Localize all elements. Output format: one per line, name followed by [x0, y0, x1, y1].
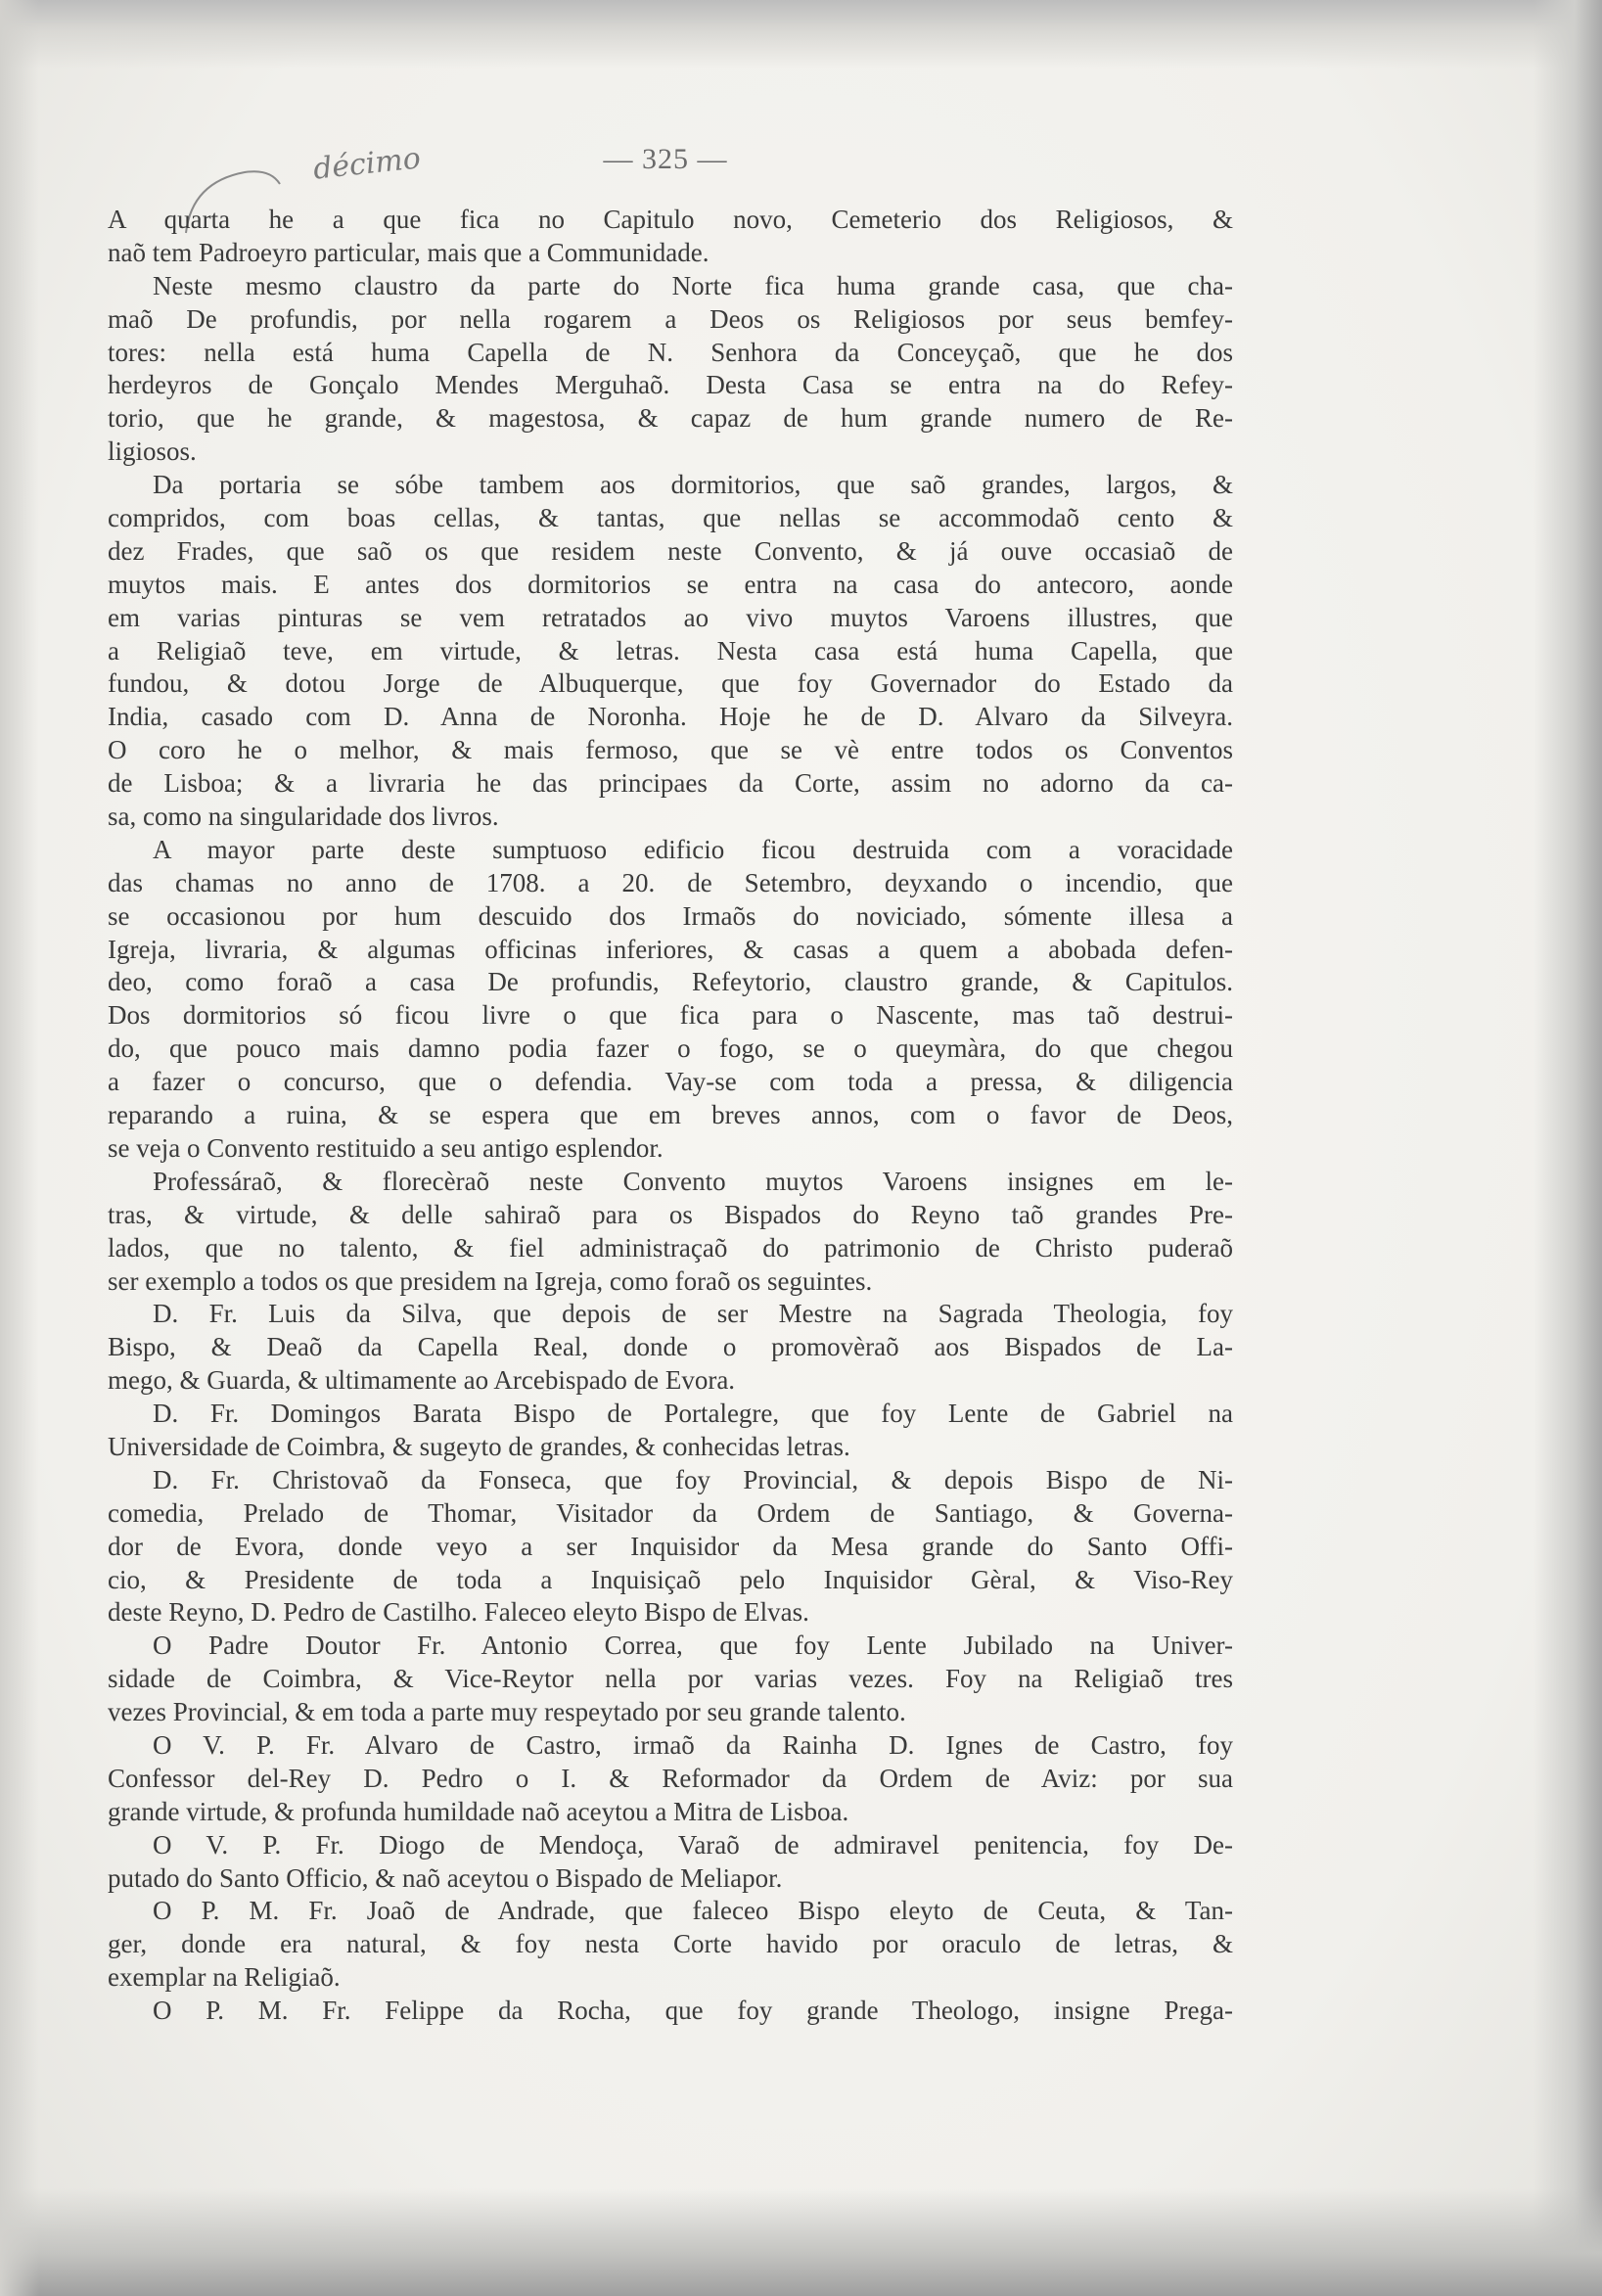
text-line: Confessor del-Rey D. Pedro o I. & Reformador da Ordem de Aviz: por sua [108, 1763, 1233, 1793]
text-line: a Religiaõ teve, em virtude, & letras. Nesta casa está huma Capella, que [108, 635, 1233, 666]
text-line: deo, como foraõ a casa De profundis, Refeytorio, claustro grande, & Capitulos. [108, 967, 1233, 997]
text-line: das chamas no anno de 1708. a 20. de Setembro, deyxando o incendio, que [108, 867, 1233, 897]
text-line: sidade de Coimbra, & Vice-Reytor nella por varias vezes. Foy na Religiaõ tres [108, 1664, 1233, 1694]
text-line: ger, donde era natural, & foy nesta Corte havido por oraculo de letras, & [108, 1929, 1233, 1959]
text-line: muytos mais. E antes dos dormitorios se entra na casa do antecoro, aonde [108, 569, 1233, 599]
text-line: Professáraõ, & florecèraõ neste Convento muytos Varoens insignes em le- [153, 1166, 1233, 1196]
text-line: D. Fr. Christovaõ da Fonseca, que foy Provincial, & depois Bispo de Ni- [153, 1464, 1233, 1494]
text-line: dez Frades, que saõ os que residem neste Convento, & já ouve occasiaõ de [108, 535, 1233, 566]
text-line: torio, que he grande, & magestosa, & capaz de hum grande numero de Re- [108, 403, 1233, 434]
text-line: tras, & virtude, & delle sahiraõ para os Bispados do Reyno taõ grandes Pre- [108, 1199, 1233, 1229]
scan-shadow-left [0, 0, 39, 2296]
text-line: India, casado com D. Anna de Noronha. Hoje he de D. Alvaro da Silveyra. [108, 702, 1233, 732]
text-line: O V. P. Fr. Alvaro de Castro, irmaõ da Rainha D. Ignes de Castro, foy [153, 1729, 1233, 1760]
text-line: A mayor parte deste sumptuoso edificio ficou destruida com a voracidade [153, 834, 1233, 864]
page-number: — 325 — [603, 143, 728, 175]
text-line: ligiosos. [108, 436, 197, 467]
text-line: se veja o Convento restituido a seu antigo esplendor. [108, 1132, 664, 1163]
handwritten-annotation: décimo [311, 141, 423, 187]
text-line: lados, que no talento, & fiel administraçaõ do patrimonio de Christo puderaõ [108, 1232, 1233, 1263]
text-line: se occasionou por hum descuido dos Irmaõs do noviciado, sómente illesa a [108, 900, 1233, 931]
text-line: vezes Provincial, & em toda a parte muy respeytado por seu grande talento. [108, 1697, 906, 1727]
text-line: de Lisboa; & a livraria he das principaes da Corte, assim no adorno da ca- [108, 768, 1233, 799]
body-text [108, 204, 1233, 2028]
text-line: mego, & Guarda, & ultimamente ao Arcebispado de Evora. [108, 1365, 736, 1396]
text-line: cio, & Presidente de toda a Inquisiçaõ pelo Inquisidor Gèral, & Viso-Rey [108, 1564, 1233, 1594]
text-line: deste Reyno, D. Pedro de Castilho. Faleceo eleyto Bispo de Elvas. [108, 1597, 809, 1628]
text-line: sa, como na singularidade dos livros. [108, 802, 499, 832]
text-line: exemplar na Religiaõ. [108, 1962, 341, 1993]
text-line: maõ De profundis, por nella rogarem a Deos os Religiosos por seus bemfey- [108, 303, 1233, 334]
text-line: tores: nella está huma Capella de N. Senhora da Conceyçaõ, que he dos [108, 337, 1233, 367]
text-line: em varias pinturas se vem retratados ao vivo muytos Varoens illustres, que [108, 602, 1233, 632]
text-line: O Padre Doutor Fr. Antonio Correa, que foy Lente Jubilado na Univer- [153, 1630, 1233, 1661]
text-line: A quarta he a que fica no Capitulo novo, Cemeterio dos Religiosos, & [108, 205, 1233, 234]
text-line: dor de Evora, donde veyo a ser Inquisidor da Mesa grande do Santo Offi- [108, 1531, 1233, 1561]
text-line: D. Fr. Luis da Silva, que depois de ser Mestre na Sagrada Theologia, foy [153, 1299, 1233, 1329]
text-line: O coro he o melhor, & mais fermoso, que se vè entre todos os Conventos [108, 735, 1233, 765]
text-line: grande virtude, & profunda humildade naõ aceytou a Mitra de Lisboa. [108, 1796, 849, 1826]
text-line: D. Fr. Domingos Barata Bispo de Portalegre, que foy Lente de Gabriel na [153, 1399, 1233, 1429]
text-line: O V. P. Fr. Diogo de Mendoça, Varaõ de admiravel penitencia, foy De- [153, 1829, 1233, 1860]
text-line: naõ tem Padroeyro particular, mais que a Communidade. [108, 237, 709, 267]
text-line: herdeyros de Gonçalo Mendes Merguhaõ. Desta Casa se entra na do Refey- [108, 370, 1233, 400]
text-line: putado do Santo Officio, & naõ aceytou o Bispado de Meliapor. [108, 1862, 783, 1893]
text-line: Dos dormitorios só ficou livre o que fica para o Nascente, mas taõ destrui- [108, 1000, 1233, 1031]
text-line: reparando a ruina, & se espera que em breves annos, com o favor de Deos, [108, 1100, 1233, 1130]
text-line: do, que pouco mais damno podia fazer o fogo, se o queymàra, do que chegou [108, 1033, 1233, 1064]
text-line: a fazer o concurso, que o defendia. Vay-se com toda a pressa, & diligencia [108, 1067, 1233, 1097]
scan-shadow-right [1533, 0, 1602, 2296]
text-line: ser exemplo a todos os que presidem na Igreja, como foraõ os seguintes. [108, 1265, 873, 1296]
text-line: comedia, Prelado de Thomar, Visitador da Ordem de Santiago, & Governa- [108, 1497, 1233, 1528]
scan-shadow-bottom [0, 2188, 1602, 2296]
text-line: fundou, & dotou Jorge de Albuquerque, que foy Governador do Estado da [108, 668, 1233, 699]
text-line: Universidade de Coimbra, & sugeyto de grandes, & conhecidas letras. [108, 1431, 850, 1461]
text-line: O P. M. Fr. Joaõ de Andrade, que faleceo Bispo eleyto de Ceuta, & Tan- [153, 1896, 1233, 1926]
text-line: Igreja, livraria, & algumas officinas inferiores, & casas a quem a abobada defen- [108, 934, 1233, 964]
scan-shadow-top [0, 0, 1602, 69]
text-line: Bispo, & Deaõ da Capella Real, donde o promovèraõ aos Bispados de La- [108, 1332, 1233, 1362]
text-line: Neste mesmo claustro da parte do Norte fica huma grande casa, que cha- [153, 270, 1233, 300]
text-line: Da portaria se sóbe tambem aos dormitorios, que saõ grandes, largos, & [153, 470, 1233, 500]
text-line: O P. M. Fr. Felippe da Rocha, que foy grande Theologo, insigne Prega- [153, 1996, 1233, 2026]
text-line: compridos, com boas cellas, & tantas, que nellas se accommodaõ cento & [108, 503, 1233, 533]
